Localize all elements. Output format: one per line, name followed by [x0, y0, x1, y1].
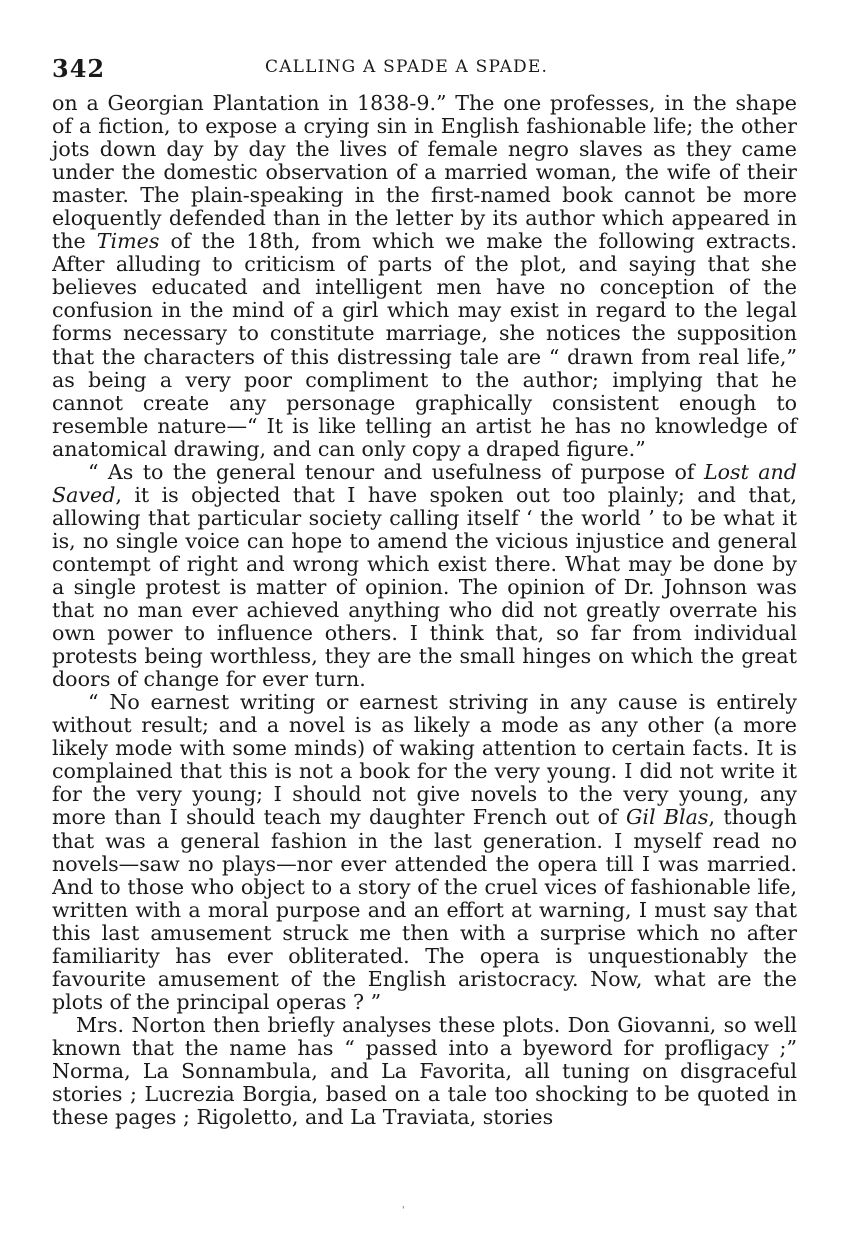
text-run: , though that was a general fashion in the last generation. I myself read no novels—saw no plays—nor ever attended the opera till I was married. And to those who object to a story of the cruel vices of fashionable life, written with a moral purpose and an effort at warning, I must say that this last amusement struck me then with a surprise which no after familiarity has ever obliterated. The opera is unquestionably the favourite amusement of the English aristocracy. Now, what are the plots of the principal operas ? ” [52, 805, 797, 1014]
text-run: on a Georgian Plantation in 1838-9.” The one professes, in the shape of a fiction, to expose a crying sin in English fashionable life; the other jots down day by day the lives of female negro slaves as they came under the domestic observation of a married woman, the wife of their master. The plain-speaking in the first-named book cannot be more eloquently defended than in the letter by its author which appeared in the [52, 91, 797, 254]
text-run: of the 18th, from which we make the following extracts. After alluding to criticism of parts of the plot, and saying that she believes educated and intelligent men have no conception of the confusion in the mind of a girl which may exist in regard to the legal forms necessary to constitute marriage, she notices the supposition that the characters of this distressing tale are “ drawn from real life,” as being a very poor compliment to the author; implying that he cannot create any personage graphically consistent enough to resemble nature—“ It is like telling an artist he has no knowledge of anatomical drawing, and can only copy a draped figure.” [52, 229, 797, 461]
text-run: Mrs. Norton then briefly analyses these plots. Don Giovanni, so well known that the name has “ passed into a byeword for profligacy ;” Norma, La Sonnambula, and La Favorita, all tuning on disgraceful stories ; Lucrezia Borgia, based on a tale too shocking to be quoted in these pages ; Rigoletto, and La Traviata, stories [52, 1012, 797, 1130]
page [52, 54, 797, 1129]
body-text [52, 92, 797, 1129]
paragraph [52, 691, 797, 1014]
paragraph [52, 92, 797, 461]
italic-title: Gil Blas [625, 805, 709, 830]
text-run: “ No earnest writing or earnest striving in any cause is entirely without result; and a novel is as likely a mode as any other (a more likely mode with some minds) of waking attention to certain facts. It is complained that this is not a book for the very young. I did not write it for the very young; I should not give novels to the very young, any more than I should teach my daughter French out of [52, 690, 797, 830]
paragraph [52, 461, 797, 691]
paragraph [52, 1014, 797, 1129]
italic-title: Lost and Saved [52, 459, 797, 507]
printer-mark: ' [402, 1206, 405, 1216]
page-number: 342 [52, 54, 106, 83]
italic-title: Times [96, 229, 160, 254]
text-run: , it is objected that I have spoken out too plainly; and that, allowing that particular society calling itself ‘ the world ’ to be what it is, no single voice can hope to amend the vicious injustice and general contempt of right and wrong which exist there. What may be done by a single protest is matter of opinion. The opinion of Dr. Johnson was that no man ever achieved anything who did not greatly overrate his own power to influence others. I think that, so far from individual protests being worthless, they are the small hinges on which the great doors of change for ever turn. [52, 482, 797, 692]
running-title: CALLING A SPADE A SPADE. [265, 57, 549, 77]
running-head [52, 54, 797, 88]
text-run: “ As to the general tenour and usefulness of purpose of [88, 459, 704, 484]
